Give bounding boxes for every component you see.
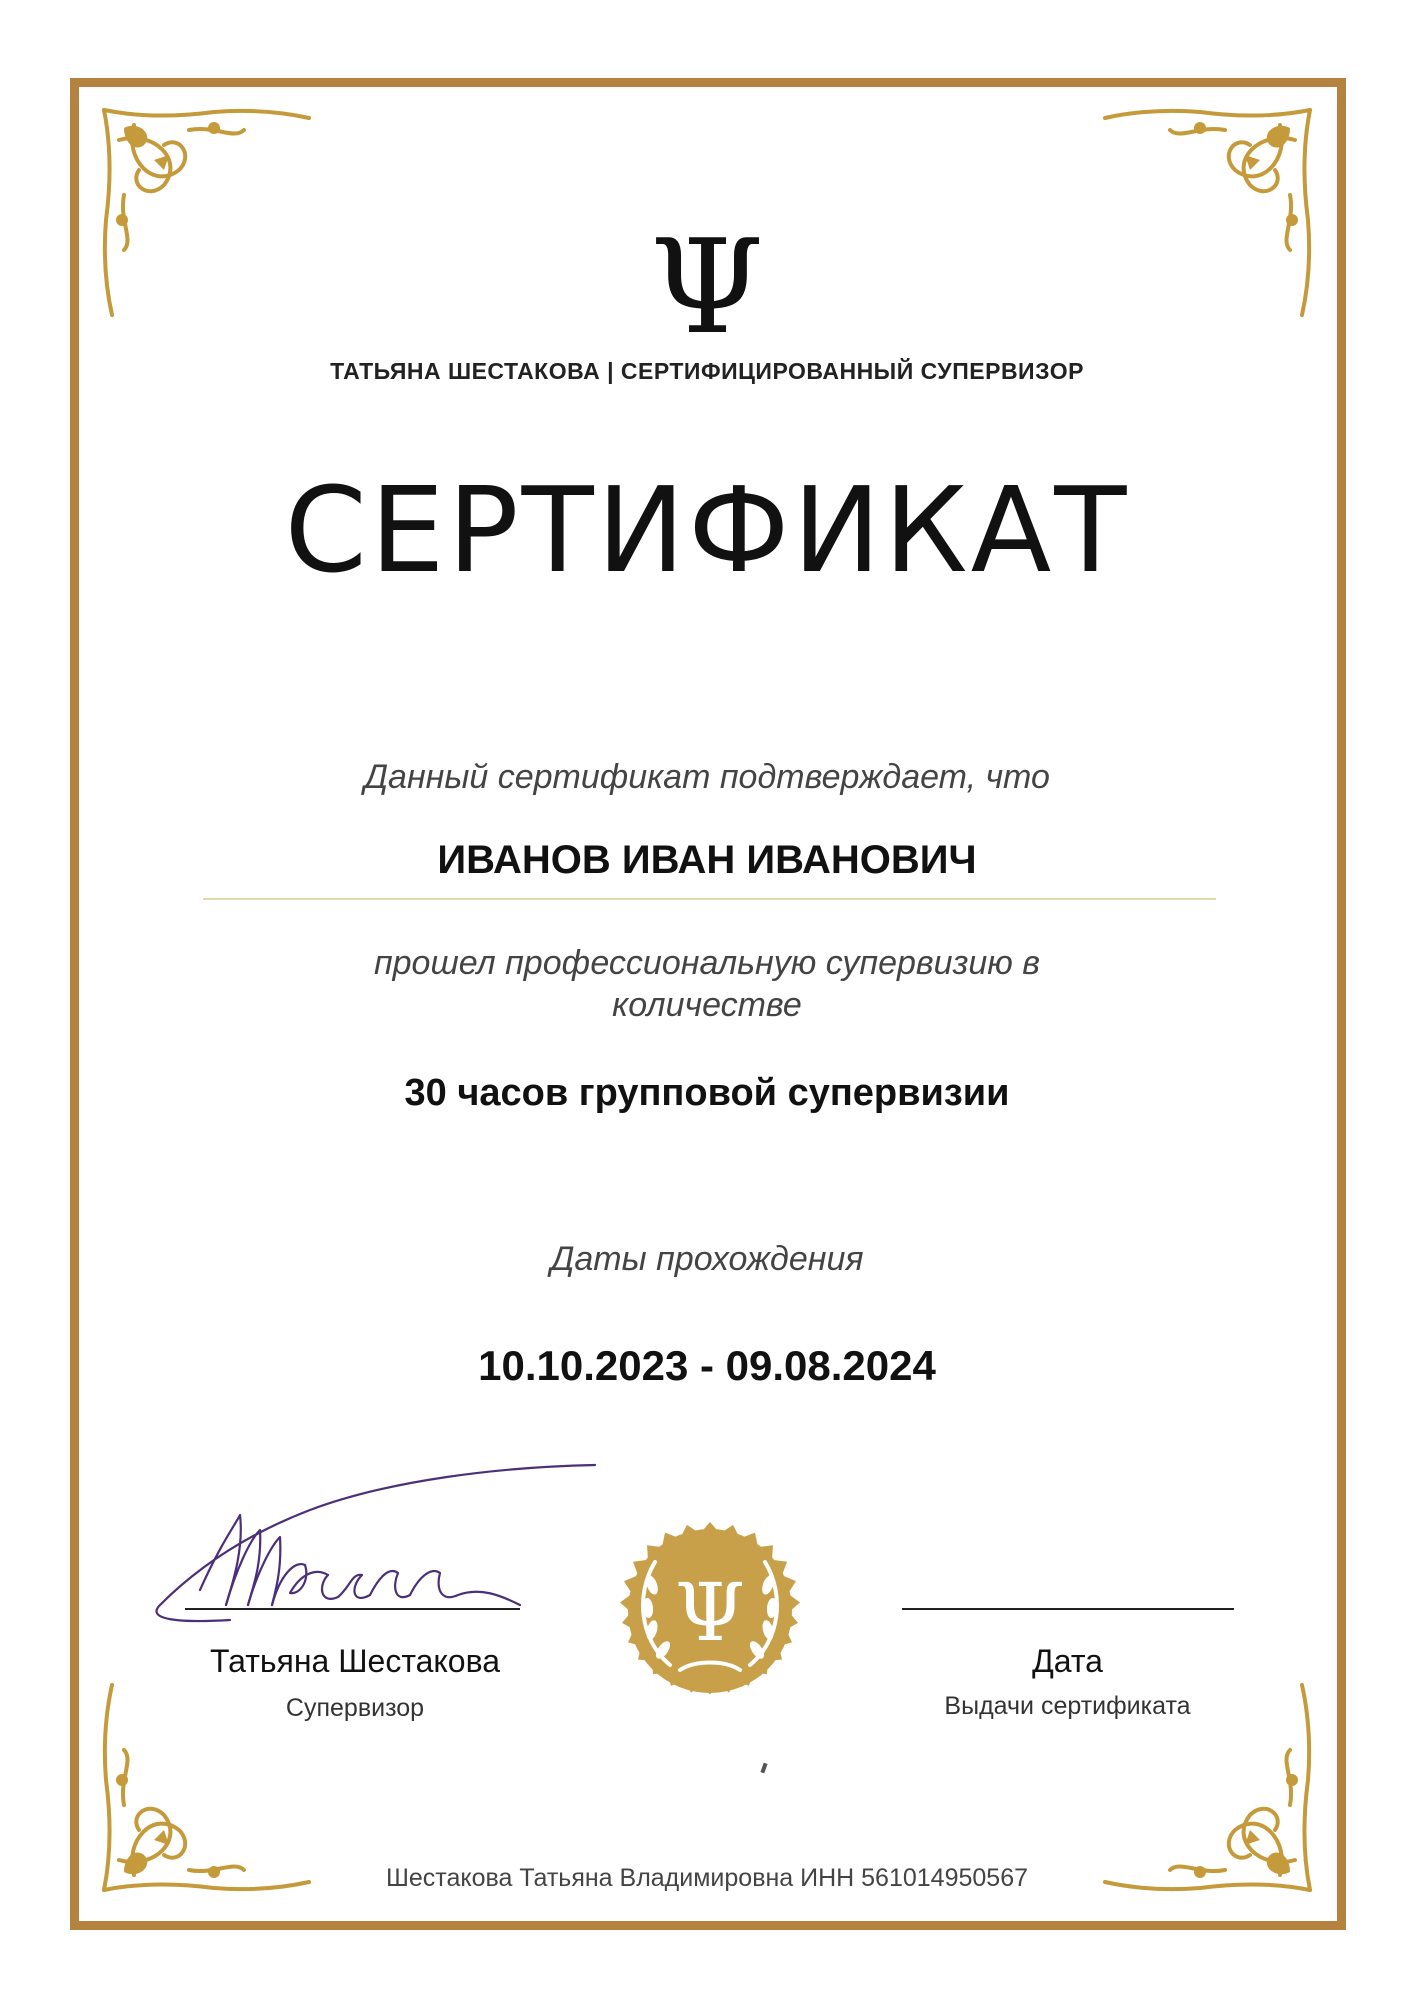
hours-text: 30 часов групповой супервизии bbox=[404, 1072, 1010, 1114]
signature-line bbox=[185, 1608, 520, 1610]
signatory-role: Супервизор bbox=[285, 1694, 425, 1722]
gold-seal-icon bbox=[600, 1500, 820, 1722]
date-line bbox=[902, 1608, 1234, 1610]
brand-line: ТАТЬЯНА ШЕСТАКОВА | СЕРТИФИЦИРОВАННЫЙ СУПЕРВИЗОР bbox=[330, 358, 1084, 384]
psi-logo-icon: Ψ bbox=[649, 211, 764, 363]
completion-text: прошел профессиональную супервизию в количестве bbox=[373, 944, 1041, 1024]
dates-value: 10.10.2023 - 09.08.2024 bbox=[478, 1342, 936, 1389]
certificate-title: СЕРТИФИКАТ bbox=[284, 461, 1130, 599]
signatory-name: Татьяна Шестакова bbox=[209, 1643, 501, 1679]
intro-text: Данный сертификат подтверждает, что bbox=[364, 758, 1050, 796]
name-underline bbox=[203, 898, 1216, 900]
dates-label: Даты прохождения bbox=[550, 1240, 864, 1278]
recipient-name: ИВАНОВ ИВАН ИВАНОВИЧ bbox=[437, 838, 977, 882]
issue-date-label: Дата bbox=[1032, 1643, 1103, 1679]
footer-text: Шестакова Татьяна Владимировна ИНН 561014950567 bbox=[385, 1864, 1029, 1892]
seal-symbol: Ψ bbox=[674, 1566, 746, 1659]
issue-date-sublabel: Выдачи сертификата bbox=[944, 1692, 1191, 1720]
